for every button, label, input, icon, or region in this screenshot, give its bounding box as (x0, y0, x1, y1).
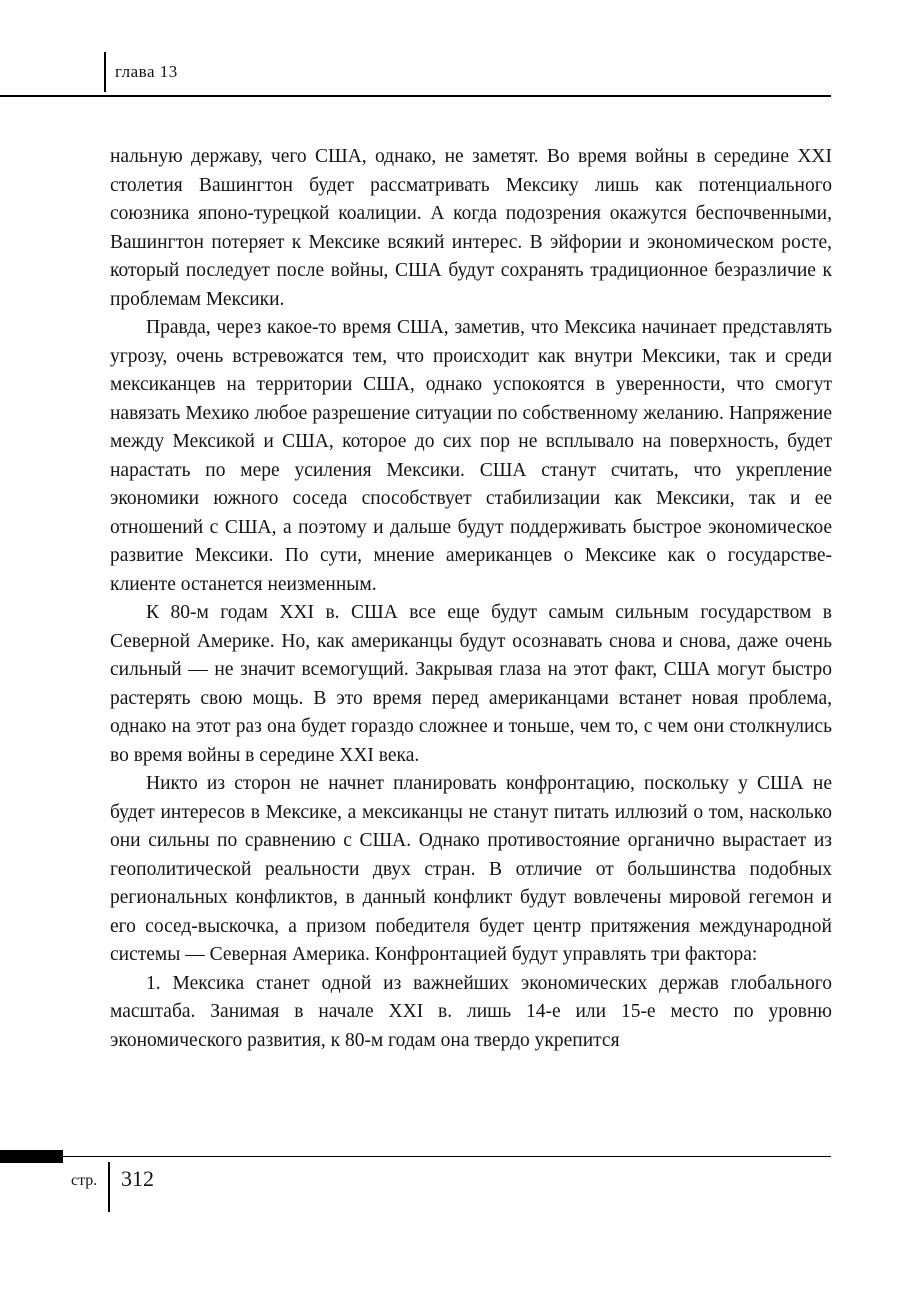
body-text (110, 143, 832, 1055)
paragraph: нальную державу, чего США, однако, не заметят. Во время войны в середине XXI столетия Вашингтон будет рассматривать Мексику лишь как потенциального союзника японо-турецкой коалиции. А когда подозрения окажутся беспочвенными, Вашингтон потеряет к Мексике всякий интерес. В эйфории и экономическом росте, который последует после войны, США будут сохранять традиционное безразличие к проблемам Мексики. (110, 146, 832, 310)
paragraph: 1. Мексика станет одной из важнейших экономических держав глобального масштаба. Занимая в начале XXI в. лишь 14-е или 15-е место по уровню экономического развития, к 80-м годам она твердо укрепится (110, 972, 832, 1051)
chapter-label: глава 13 (115, 62, 178, 81)
header-rule (0, 95, 831, 97)
paragraph: Никто из сторон не начнет планировать конфронтацию, поскольку у США не будет интересов в Мексике, а мексиканцы не станут питать иллюзий о том, насколько они сильны по сравнению с США. Однако противостояние органично вырастает из геополитической реальности двух стран. В отличие от большинства подобных региональных конфликтов, в данный конфликт будут вовлечены мировой гегемон и его сосед-выскочка, а призом победителя будет центр притяжения международной системы — Северная Америка. Конфронтацией будут управлять три фактора: (110, 773, 832, 965)
footer-rule (0, 1156, 831, 1157)
page-number: 312 (121, 1166, 154, 1191)
footer-tick-rule (108, 1162, 110, 1212)
paragraph: Правда, через какое-то время США, заметив, что Мексика начинает представлять угрозу, очень встревожатся тем, что происходит как внутри Мексики, так и среди мексиканцев на территории США, однако успокоятся в уверенности, что смогут навязать Мехико любое разрешение ситуации по собственному желанию. Напряжение между Мексикой и США, которое до сих пор не всплывало на поверхность, будет нарастать по мере усиления Мексики. США станут считать, что укрепление экономики южного соседа способствует стабилизации как Мексики, так и ее отношений с США, а поэтому и дальше будут поддерживать быстрое экономическое развитие Мексики. По сути, мнение американцев о Мексике как о государстве-клиенте останется неизменным. (110, 317, 832, 595)
chapter-tick-rule (104, 52, 106, 92)
paragraph: К 80-м годам XXI в. США все еще будут самым сильным государством в Северной Америке. Но, как американцы будут осознавать снова и снова, даже очень сильный — не значит всемогущий. Закрывая глаза на этот факт, США могут быстро растерять свою мощь. В это время перед американцами встанет новая проблема, однако на этот раз она будет гораздо сложнее и тоньше, чем то, с чем они столкнулись во время войны в середине XXI века. (110, 602, 832, 766)
page-number-label: стр. (71, 1172, 98, 1189)
